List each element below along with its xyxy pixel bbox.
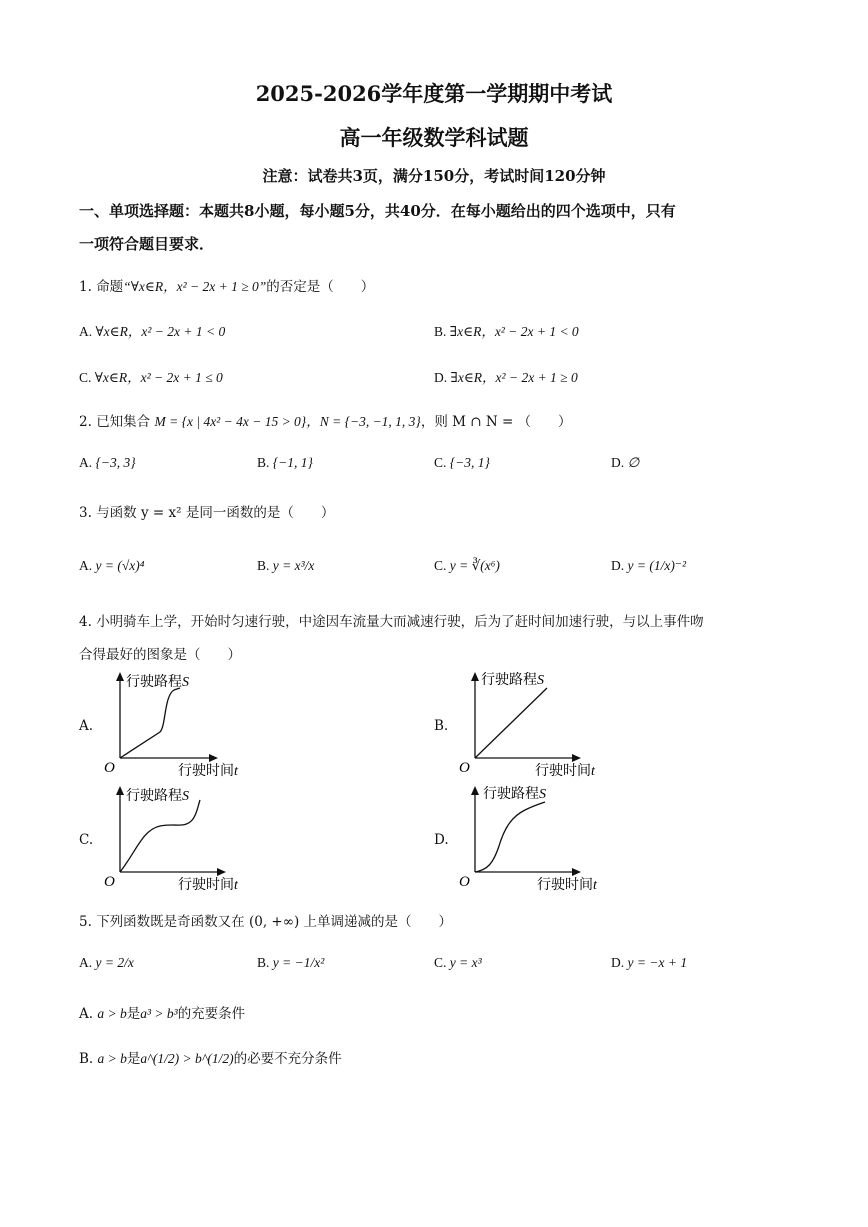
option-text: ∅ [627, 455, 640, 470]
x-axis-label: 行驶时间t [178, 763, 238, 779]
exam-subtitle: 高一年级数学科试题 [339, 125, 529, 150]
q5-option-a [79, 955, 134, 971]
q4-option-b-label: B. [434, 718, 449, 734]
q5-option-c [434, 955, 482, 971]
question-number: 5. [79, 914, 92, 930]
option-text: ∃x∈R，x² − 2x + 1 < 0 [449, 324, 579, 339]
option-text: y = −1/x² [272, 955, 325, 970]
origin-label: O [104, 760, 115, 776]
option-label: C. [434, 558, 447, 573]
option-label: B. [257, 455, 270, 470]
option-label: B. [434, 324, 447, 339]
origin-label: O [459, 760, 470, 776]
option-label: B. [257, 955, 270, 970]
q4-graph-d [455, 780, 645, 897]
question-stem: 与函数 y = x² 是同一函数的是（ ） [96, 505, 335, 521]
q4-graph-b [455, 666, 645, 783]
option-label: A. [79, 955, 93, 970]
question-number: 4. [79, 614, 92, 630]
y-axis-label: 行驶路程S [126, 788, 189, 804]
option-label: D. [611, 558, 625, 573]
question-4-stem-line1 [79, 610, 704, 630]
origin-label: O [104, 874, 115, 890]
question-4-stem-line2: 合得最好的图象是（ ） [79, 647, 241, 663]
option-label: B. [257, 558, 270, 573]
option-text: ∀x∈R，x² − 2x + 1 ≤ 0 [94, 370, 223, 385]
option-label: B. [79, 1051, 94, 1067]
question-1-stem [79, 275, 374, 295]
option-label: D. [434, 370, 448, 385]
option-label: A. [79, 558, 93, 573]
x-axis-arrow [572, 868, 581, 876]
y-axis-label: 行驶路程S [481, 672, 544, 688]
option-text: y = x³/x [272, 558, 315, 573]
y-axis-label: 行驶路程S [126, 674, 189, 690]
option-text: y = ∛(x⁶) [449, 558, 500, 573]
option-label: D. [611, 955, 625, 970]
option-text: {−1, 1} [272, 455, 313, 470]
y-axis-label: 行驶路程S [483, 786, 546, 802]
q2-option-d [611, 455, 639, 471]
option-expression: a^(1/2) > b^(1/2) [140, 1051, 234, 1066]
option-label: D. [611, 455, 625, 470]
option-text: y = x³ [449, 955, 482, 970]
exam-title: 2025-2026学年度第一学期期中考试 [255, 81, 613, 106]
question-stem-prefix: 命题 [96, 279, 124, 295]
q3-option-d [611, 558, 686, 574]
question-stem-suffix: 的否定是（ ） [266, 279, 375, 295]
q2-option-b [257, 455, 313, 471]
q4-graph-c [100, 780, 290, 897]
q6-option-a [79, 1002, 245, 1022]
q5-option-b [257, 955, 324, 971]
q5-option-d [611, 955, 687, 971]
option-text: ∃x∈R，x² − 2x + 1 ≥ 0 [450, 370, 578, 385]
question-2-stem [79, 410, 572, 430]
question-number: 3. [79, 505, 92, 521]
q3-option-c [434, 558, 500, 574]
q3-option-b [257, 558, 314, 574]
q2-option-a [79, 455, 136, 471]
x-axis-label: 行驶时间t [178, 877, 238, 893]
question-stem: 下列函数既是奇函数又在 (0, +∞) 上单调递减的是（ ） [96, 914, 453, 930]
y-axis-arrow [471, 786, 479, 795]
option-connector: 是 [126, 1006, 141, 1022]
question-statement: “∀x∈R，x² − 2x + 1 ≥ 0” [123, 279, 267, 294]
exam-notice: 注意：试卷共3页，满分150分，考试时间120分钟 [262, 167, 606, 185]
option-condition: a > b [97, 1051, 127, 1066]
q1-option-c [79, 366, 223, 386]
q3-option-a [79, 558, 144, 574]
question-5-stem [79, 910, 452, 930]
option-label: A. [79, 1006, 94, 1022]
distance-curve [475, 688, 547, 758]
option-label: A. [79, 324, 93, 339]
option-text: y = (√x)⁴ [95, 558, 145, 573]
q4-option-a-label: A. [79, 718, 94, 734]
q2-option-c [434, 455, 490, 471]
option-tail: 的充要条件 [177, 1006, 246, 1022]
option-text: {−3, 1} [449, 455, 490, 470]
option-text: y = −x + 1 [627, 955, 688, 970]
option-label: A. [79, 455, 93, 470]
distance-curve [120, 688, 180, 758]
x-axis-arrow [572, 754, 581, 762]
q4-graph-a [100, 668, 290, 783]
q1-option-b [434, 320, 579, 340]
option-connector: 是 [126, 1051, 141, 1067]
option-text: y = (1/x)⁻² [627, 558, 687, 573]
question-stem-suffix: ，则 M ∩ N = （ ） [420, 414, 572, 430]
question-number: 2. [79, 414, 92, 430]
option-text: y = 2/x [95, 955, 134, 970]
origin-label: O [459, 874, 470, 890]
x-axis-arrow [217, 868, 226, 876]
q4-option-c-label: C. [79, 832, 94, 848]
distance-curve [475, 802, 545, 872]
q1-option-a [79, 320, 225, 340]
y-axis-arrow [471, 672, 479, 681]
set-n: ，N = {−3, −1, 1, 3} [306, 414, 421, 429]
q1-option-d [434, 366, 578, 386]
question-3-stem [79, 501, 334, 521]
distance-curve [120, 800, 200, 872]
section-heading-line2: 一项符合题目要求． [79, 235, 215, 253]
option-label: C. [79, 370, 92, 385]
x-axis-arrow [209, 754, 218, 762]
option-expression: a³ > b³ [140, 1006, 178, 1021]
option-label: C. [434, 455, 447, 470]
question-number: 1. [79, 279, 92, 295]
y-axis-arrow [116, 786, 124, 795]
question-stem-prefix: 已知集合 [96, 414, 151, 430]
question-stem: 小明骑车上学，开始时匀速行驶，中途因车流量大而减速行驶，后为了赶时间加速行驶，与以上事件吻 [96, 614, 704, 630]
option-text: ∀x∈R，x² − 2x + 1 < 0 [95, 324, 226, 339]
q4-option-d-label: D. [434, 832, 449, 848]
option-text: {−3, 3} [95, 455, 136, 470]
option-label: C. [434, 955, 447, 970]
section-heading-line1: 一、单项选择题：本题共8小题，每小题5分，共40分．在每小题给出的四个选项中，只有 [79, 202, 676, 220]
y-axis-arrow [116, 672, 124, 681]
x-axis-label: 行驶时间t [535, 763, 595, 779]
q6-option-b [79, 1047, 342, 1067]
option-condition: a > b [97, 1006, 127, 1021]
set-m: M = {x | 4x² − 4x − 15 > 0} [154, 414, 307, 429]
option-tail: 的必要不充分条件 [233, 1051, 342, 1067]
x-axis-label: 行驶时间t [537, 877, 597, 893]
